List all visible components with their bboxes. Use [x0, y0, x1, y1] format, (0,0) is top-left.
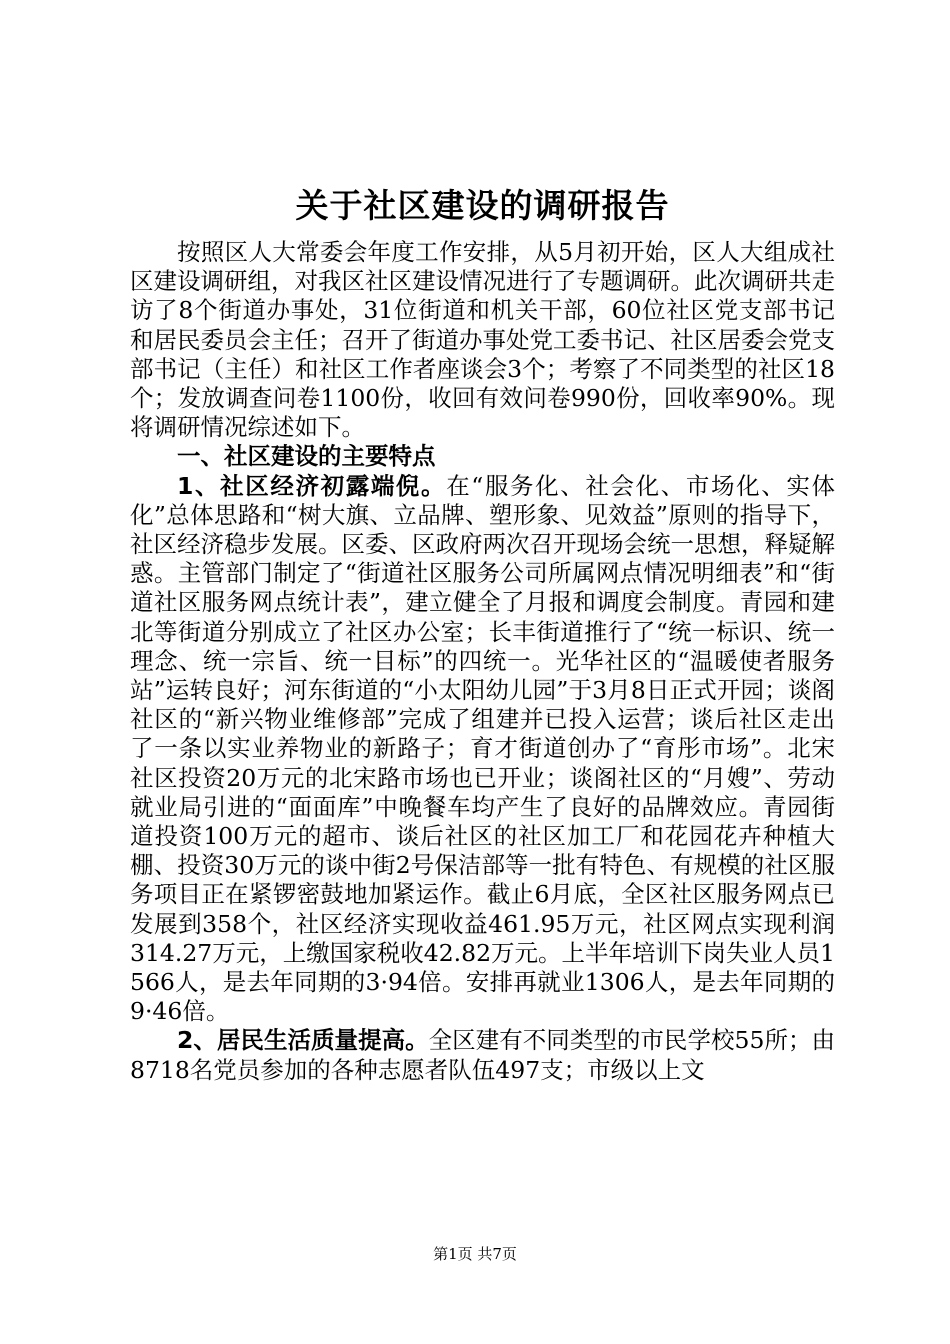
document-title: 关于社区建设的调研报告: [295, 186, 670, 225]
item-1-body: 在“服务化、社会化、市场化、实体化”总体思路和“树大旗、立品牌、塑形象、见效益”原则的指导下，社区经济稳步发展。区委、区政府两次召开现场会统一思想，释疑解惑。主管部门制定了“街道社区服务公司所属网点情况明细表”和“街道社区服务网点统计表”，建立健全了月报和调度会制度。青园和建北等街道分别成立了社区办公室；长丰街道推行了“统一标识、统一理念、统一宗旨、统一目标”的四统一。光华社区的“温暖使者服务站”运转良好；河东街道的“小太阳幼儿园”于3月8日正式开园；谈阁社区的“新兴物业维修部”完成了组建并已投入运营；谈后社区走出了一条以实业养物业的新路子；育才街道创办了“育彤市场”。北宋社区投资20万元的北宋路市场也已开业；谈阁社区的“月嫂”、劳动就业局引进的“面面库”中晚餐车均产生了良好的品牌效应。青园街道投资100万元的超市、谈后社区的社区加工厂和花园花卉种植大棚、投资30万元的谈中街2号保洁部等一批有特色、有规模的社区服务项目正在紧锣密鼓地加紧运作。截止6月底，全区社区服务网点已发展到358个，社区经济实现收益461.95万元，社区网点实现利润314.27万元，上缴国家税收42.82万元。上半年培训下岗失业人员1566人，是去年同期的3·94倍。安排再就业1306人，是去年同期的9·46倍。: [130, 471, 836, 1026]
item-2-body: 全区建有不同类型的市民学校55所；由8718名党员参加的各种志愿者队伍497支；市级以上文: [130, 1026, 835, 1084]
section-heading: 一、社区建设的主要特点: [177, 442, 436, 471]
intro-paragraph: 按照区人大常委会年度工作安排，从5月初开始，区人大组成社区建设调研组，对我区社区建设情况进行了专题调研。此次调研共走访了8个街道办事处，31位街道和机关干部，60位社区党支部书记和居民委员会主任；召开了街道办事处党工委书记、社区居委会党支部书记（主任）和社区工作者座谈会3个；考察了不同类型的社区18个；发放调查问卷1100份，收回有效问卷990份，回收率90%。现将调研情况综述如下。: [130, 238, 835, 442]
item-2-lead: 2、居民生活质量提高。: [177, 1026, 429, 1055]
item-1-paragraph: [130, 472, 835, 1027]
page-footer: 第1页 共7页: [433, 1245, 517, 1263]
item-2-paragraph: [130, 1026, 835, 1084]
document-page: [130, 180, 835, 1085]
item-1-lead: 1、社区经济初露端倪。: [177, 471, 447, 500]
